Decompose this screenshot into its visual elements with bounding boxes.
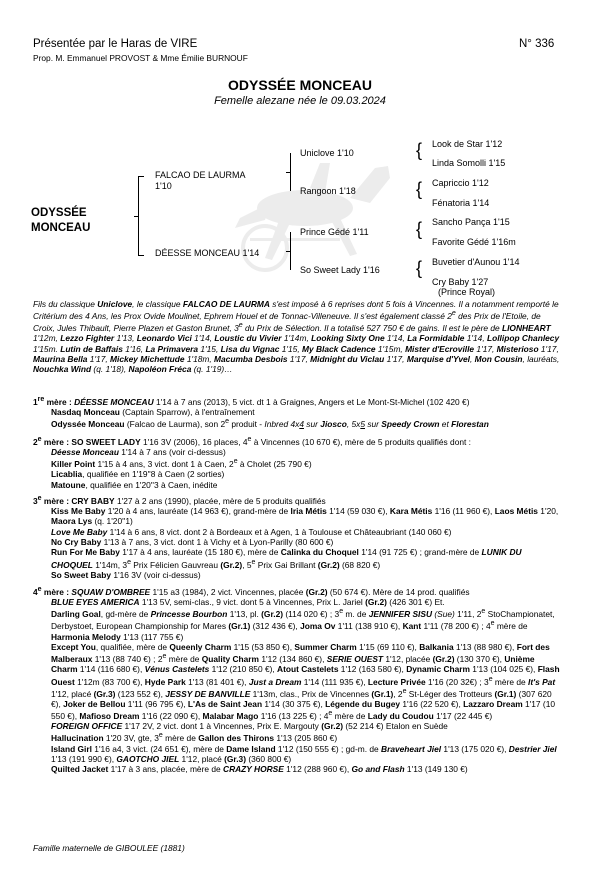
first-dam-section: 1re mère : DÉESSE MONCEAU 1'14 à 7 ans (2013), 5 vict. dt 1 à Graignes, Angers et Le Mont-St-Michel (102 420 €) Nasdaq Monceau (Captain Sparrow), à l'entraînement Odyssée Monceau (Falcao de Laurma), son 2e produit - Inbred 4x4 sur Jiosco, 5x5 sur Speedy Crown et Florestan [33, 396, 489, 430]
g3-9: (Prince Royal) [438, 287, 496, 297]
g3-4: Fénatoria 1'14 [432, 198, 490, 208]
pedigree-dam-dam: So Sweet Lady 1'16 [300, 265, 380, 275]
pedigree-horse-line2: MONCEAU [31, 222, 91, 234]
pedigree-dam: DÉESSE MONCEAU 1'14 [155, 248, 260, 258]
pedigree-sire: FALCAO DE LAURMA [155, 170, 246, 180]
horse-name: ODYSSÉE MONCEAU [228, 77, 372, 93]
presenter: Présentée par le Haras de VIRE [33, 38, 198, 50]
brace-g3-3: { [416, 219, 423, 239]
g3-7: Buvetier d'Aunou 1'14 [432, 257, 520, 267]
fourth-dam-section: 4e mère : SQUAW D'OMBREE 1'15 a3 (1984), 2 vict. Vincennes, placée (Gr.2) (50 674 €). Mère de 14 prod. qualifiés BLUE EYES AMERICA 1'13 5V, semi-clas., 9 vict. dont 5 à Vincennes, Prix L. Jariel (Gr.2) (426 301 €) Et. Darling Goal, gd-mère de Princesse Bourbon 1'13, pl. (Gr.2) (114 020 €) ; 3e m. de JENNIFER SISU (Sue) 1'11, 2e StoChampionatet, Derbystoet, European Championship for Mares (Gr.1) (312 436 €), Joma Ov 1'11 (138 910 €), Kant 1'11 (78 200 €) ; 4e mère de Harmonia Melody 1'13 (117 755 €) Except You, qualifiée, mère de Queenly Charm 1'15 (53 850 €), Summer Charm 1'15 (69 110 €), Balkania 1'13 (88 980 €), Fort des Malberaux 1'13 (88 740 €) ; 2e mère de Quality Charm 1'12 (134 860 €), SERIE OUEST 1'12, placée (Gr.2) (130 370 €), Unième Charm 1'14 (116 680 €), Vénus Castelets 1'12 (210 850 €), Atout Castelets 1'12 (163 580 €), Dynamic Charm 1'13 (104 025 €), Flash Ouest 1'12m (83 700 €), Hyde Park 1'13 (81 401 €), Just a Dream 1'14 (111 935 €), Lecture Privée 1'16 (20 32€) ; 3e mère de It's Pat 1'12, placé (Gr.3) (123 552 €), JESSY DE BANVILLE 1'13m, clas., Prix de Vincennes (Gr.1), 2e St-Léger des Trotteurs (Gr.1) (307 620 €), Joker de Bellou 1'11 (96 795 €), L'As de Saint Jean 1'14 (30 375 €), Légende du Bugey 1'16 (22 520 €), Lazzaro Dream 1'17 (10 550 €), Mafioso Dream 1'16 (22 090 €), Malabar Mago 1'16 (13 225 €) ; 4e mère de Lady du Coudou 1'17 (22 445 €) FOREIGN OFFICE 1'17 2V, 2 vict. dont 1 à Vincennes, Prix E. Margouty (Gr.2) (52 214 €) Etalon en Suède Hallucination 1'20 3V, gte, 3e mère de Gallon des Thirons 1'13 (205 860 €) Island Girl 1'16 a4, 3 vict. (24 651 €), mère de Dame Island 1'12 (150 555 €) ; gd-m. de Braveheart Jiel 1'13 (175 020 €), Destrier Jiel 1'13 (191 990 €), GAOTCHO JIEL 1'12, placé (Gr.3) (360 800 €) Quilted Jacket 1'17 à 3 ans, placée, mère de CRAZY HORSE 1'12 (288 960 €), Go and Flash 1'13 (149 130 €) [33, 586, 560, 775]
brace-g3-2: { [416, 179, 423, 199]
family-note: Famille maternelle de GIBOULEE (1881) [33, 843, 185, 853]
brace-g3-4: { [416, 258, 423, 278]
horse-subtitle: Femelle alezane née le 09.03.2024 [214, 95, 386, 107]
pedigree-sire-record: 1'10 [155, 181, 172, 191]
owners: Prop. M. Emmanuel PROVOST & Mme Émilie BURNOUF [33, 53, 248, 63]
g3-2: Linda Somolli 1'15 [432, 158, 506, 168]
lot-number: N° 336 [519, 38, 555, 50]
third-dam-section: 3e mère : CRY BABY 1'27 à 2 ans (1990), placée, mère de 5 produits qualifiés Kiss Me Baby 1'20 à 4 ans, lauréate (14 963 €), grand-mère de Iria Métis 1'14 (59 030 €), Kara Métis 1'16 (11 960 €), Laos Métis 1'20, Maora Lys (q. 1'20''1) Love Me Baby 1'14 à 6 ans, 8 vict. dont 2 à Bordeaux et à Agen, 1 à Toulouse et Châteaubriant (140 060 €) No Cry Baby 1'13 à 7 ans, 3 vict. dont 1 à Vichy et à Lyon-Parilly (80 600 €) Run For Me Baby 1'17 à 4 ans, lauréate (15 180 €), mère de Calinka du Choquel 1'14 (91 725 €) ; grand-mère de LUNIK DU CHOQUEL 1'14m, 3e Prix Félicien Gauvreau (Gr.2), 5e Prix Gai Brillant (Gr.2) (68 820 €) So Sweet Baby 1'16 3V (voir ci-dessus) [33, 495, 559, 580]
second-dam-section: 2e mère : SO SWEET LADY 1'16 3V (2006), 16 places, 4e à Vincennes (10 670 €), mère de 5 produits qualifiés dont : Déesse Monceau 1'14 à 7 ans (voir ci-dessus) Killer Point 1'15 à 4 ans, 3 vict. dont 1 à Caen, 2e à Cholet (25 790 €) Licablia, qualifiée en 1'19''8 à Caen (2 sorties) Matoune, qualifiée en 1'20''3 à Caen, inédite [33, 436, 472, 490]
pedigree-dam-sire: Prince Gédé 1'11 [300, 227, 369, 237]
g3-1: Look de Star 1'12 [432, 139, 503, 149]
pedigree-horse-line1: ODYSSÉE [31, 207, 87, 219]
g3-3: Capriccio 1'12 [432, 178, 489, 188]
g3-5: Sancho Pança 1'15 [432, 217, 510, 227]
g3-8: Cry Baby 1'27 [432, 277, 489, 287]
g3-6: Favorite Gédé 1'16m [432, 237, 516, 247]
intro-paragraph: Fils du classique Uniclove, le classique FALCAO DE LAURMA s'est imposé à 6 reprises dont 5 fois à Vincennes. Il a notamment remporté le Critérium des 4 Ans, les Prox Ovide Moulinet, Ephrem Houel et de Tonnac-Villeneuve. Il s'est également classé 2e des Prix de l'Etoile, de Croix, Jules Thibault, Pierre Plazen et Gaston Brunet, 3e du Prix de Sélection. Il a totalisé 527 750 € de gains. Il est le père de LIONHEART 1'12m, Lezzo Fighter 1'13, Leonardo Vici 1'14, Loustic du Vivier 1'14m, Looking Sixty One 1'14, La Formidable 1'14, Lollipop Chanlecy 1'15m. Lutin de Baffais 1'16, La Primavera 1'15, Lisa du Vignac 1'15, My Black Cadence 1'15m, Mister d'Ecroville 1'17, Misterioso 1'17, Maurina Bella 1'17, Mickey Michettude 1'18m, Macumba Desbois 1'17, Midnight du Viclau 1'17, Marquise d'Yvel, Mon Cousin, lauréats, Nouchka Wind (q. 1'18), Napoléon Fréca (q. 1'19)… [33, 299, 560, 375]
pedigree-sire-sire: Uniclove 1'10 [300, 148, 354, 158]
pedigree-sire-dam: Rangoon 1'18 [300, 186, 356, 196]
brace-main [138, 176, 139, 256]
trotter-watermark [210, 148, 415, 278]
brace-g3-1: { [416, 140, 423, 160]
